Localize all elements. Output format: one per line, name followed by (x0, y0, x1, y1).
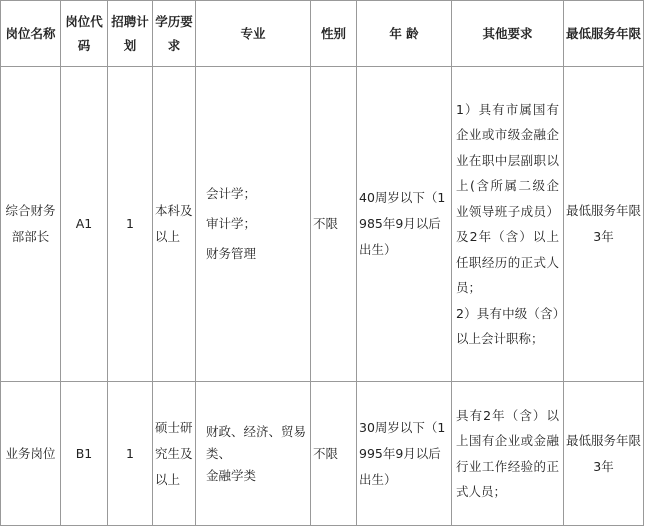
cell-recruit-plan: 1 (108, 382, 153, 526)
header-position-name: 岗位名称 (1, 1, 61, 67)
cell-position-code: A1 (61, 67, 108, 382)
header-gender: 性别 (311, 1, 357, 67)
cell-gender: 不限 (311, 382, 357, 526)
cell-min-service: 最低服务年限3年 (564, 67, 644, 382)
header-position-code: 岗位代码 (61, 1, 108, 67)
cell-education: 本科及以上 (153, 67, 196, 382)
cell-gender: 不限 (311, 67, 357, 382)
major-item: 会计学； (206, 186, 257, 201)
other-requirement: 具有2年（含）以上国有企业或金融行业工作经验的正式人员； (456, 407, 559, 499)
cell-position-name: 综合财务部部长 (1, 67, 61, 382)
header-other: 其他要求 (452, 1, 564, 67)
cell-education: 硕士研究生及以上 (153, 382, 196, 526)
header-recruit-plan: 招聘计划 (108, 1, 153, 67)
cell-position-name: 业务岗位 (1, 382, 61, 526)
cell-major (196, 382, 311, 526)
header-education: 学历要求 (153, 1, 196, 67)
cell-position-code: B1 (61, 382, 108, 526)
header-age: 年 龄 (357, 1, 452, 67)
table-row (1, 67, 644, 382)
other-requirement: 2）具有中级（含）以上会计职称； (456, 305, 559, 346)
cell-age: 30周岁以下（1995年9月以后出生） (357, 382, 452, 526)
cell-recruit-plan: 1 (108, 67, 153, 382)
major-item: 财政、经济、贸易类、 (206, 423, 307, 461)
cell-major (196, 67, 311, 382)
header-min-service: 最低服务年限 (564, 1, 644, 67)
cell-other (452, 67, 564, 382)
major-item: 审计学； (206, 216, 257, 231)
cell-age: 40周岁以下（1985年9月以后出生） (357, 67, 452, 382)
cell-min-service: 最低服务年限3年 (564, 382, 644, 526)
header-major: 专业 (196, 1, 311, 67)
other-requirement: 1）具有市属国有企业或市级金融企业在职中层副职以上(含所属二级企业领导班子成员）及2年（含）以上任职经历的正式人员； (456, 101, 559, 295)
major-item: 财务管理 (206, 246, 257, 261)
major-item: 金融学类 (206, 467, 257, 483)
table-row (1, 382, 644, 526)
cell-other (452, 382, 564, 526)
table-header-row (1, 1, 644, 67)
